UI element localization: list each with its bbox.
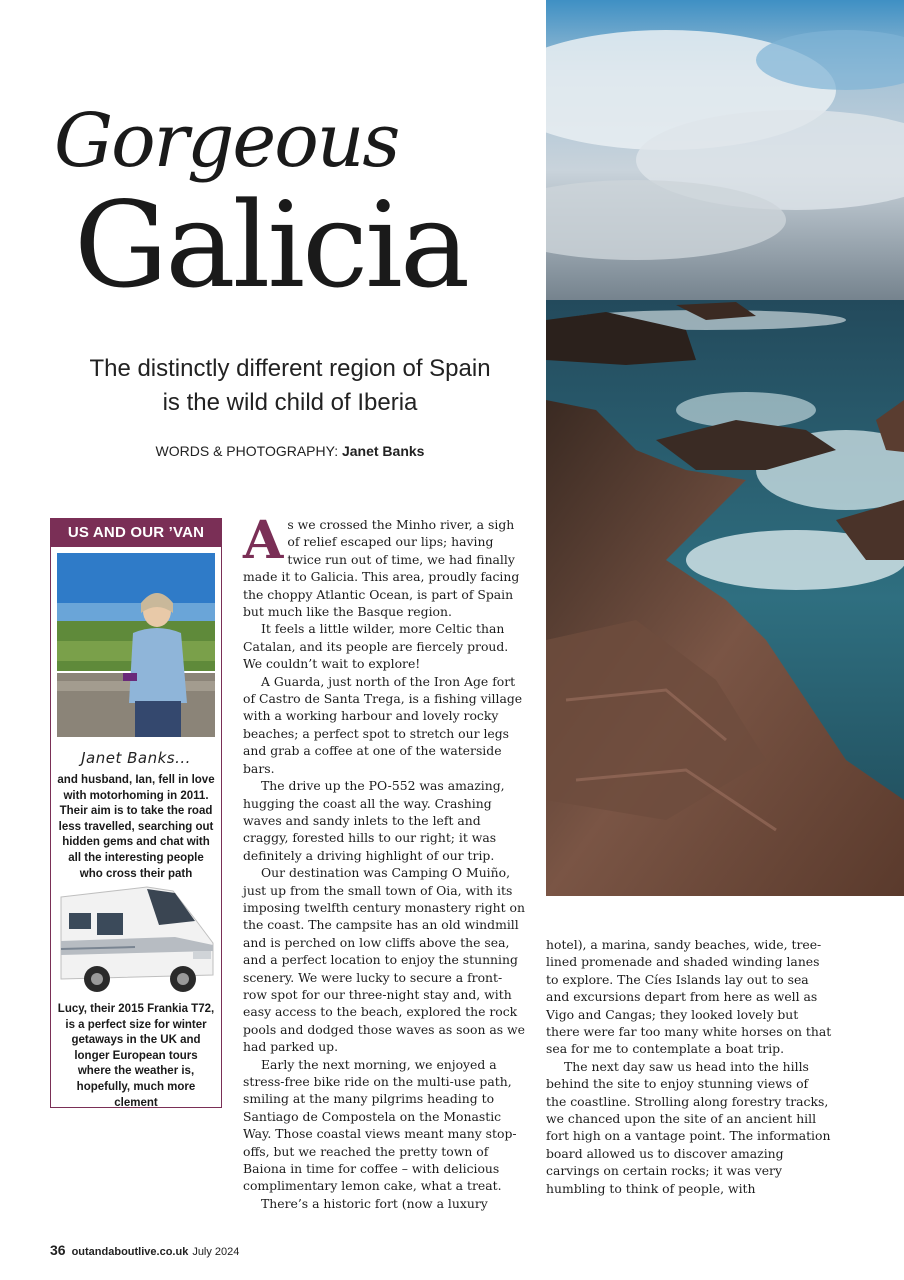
byline bbox=[40, 443, 540, 459]
article-paragraph: The next day saw us head into the hills behind the site to enjoy stunning views of the coastline. Strolling along forestry tracks, we chanced upon the site of an ancient hill fort high on a vantage point. The information board allowed us to discover amazing carvings on certain rocks; it was very humbling to think of people, with bbox=[546, 1058, 831, 1196]
page-footer bbox=[50, 1242, 239, 1258]
standfirst bbox=[40, 352, 540, 420]
coastline-photo bbox=[546, 0, 904, 896]
motorhome-caption: Lucy, their 2015 Frankia T72, is a perfect size for winter getaways in the UK and longer European tours where the weather is, hopefully, much more clement bbox=[57, 1003, 215, 1109]
footer-issue-date: July 2024 bbox=[192, 1246, 240, 1258]
article-paragraph: Our destination was Camping O Muiño, just up from the small town of Oia, with its imposing twelfth century monastery right on the coast. The campsite has an old windmill and is perched on low cliffs above the sea, and a perfect location to enjoy the stunning scenery. We were lucky to secure a front-row spot for our three-night stay and, with easy access to the beach, explored the rock pools and dodged those waves as soon as we had parked up. bbox=[243, 865, 525, 1055]
standfirst-line-2: is the wild child of Iberia bbox=[162, 389, 418, 416]
article-paragraph bbox=[243, 510, 525, 620]
sidebar-signature: Janet Banks... bbox=[81, 749, 191, 767]
motorhome-photo bbox=[55, 879, 217, 997]
article-paragraph: There’s a historic fort (now a luxury bbox=[261, 1195, 488, 1211]
article-paragraph: Early the next morning, we enjoyed a stress-free bike ride on the multi-use path, smiling at the many pilgrims heading to Santiago de Compostela on the Monastic Way. Those coastal views meant many stop-offs, but we reached the pretty town of Baiona in time for coffee – with delicious complimentary lemon cake, what a treat. bbox=[243, 1056, 517, 1194]
byline-author: Janet Banks bbox=[341, 443, 425, 459]
article-paragraph: A Guarda, just north of the Iron Age fort of Castro de Santa Trega, is a fishing village with a working harbour and lovely rocky beaches; a perfect spot to stretch our legs and grab a coffee at one of the waterside bars. bbox=[243, 673, 523, 776]
sidebar-box bbox=[50, 518, 222, 1108]
drop-cap: A bbox=[243, 510, 284, 571]
headline-line-1: Gorgeous bbox=[54, 98, 399, 184]
article-paragraph: The drive up the PO-552 was amazing, hugging the coast all the way. Crashing waves and sandy inlets to the left and craggy, forested hills to our right; it was definitely a driving highlight of our trip. bbox=[243, 778, 505, 863]
article-paragraph: It feels a little wilder, more Celtic than Catalan, and its people are fiercely proud. We couldn’t wait to explore! bbox=[243, 621, 509, 672]
headline-line-2: Galicia bbox=[74, 176, 468, 314]
sidebar-intro-text: and husband, Ian, fell in love with motorhoming in 2011. Their aim is to take the road less travelled, searching out hidden gems and chat with all the interesting people who cross their path bbox=[57, 774, 215, 880]
article-paragraph: hotel), a marina, sandy beaches, wide, tree-lined promenade and shaded winding lanes to explore. The Cíes Islands lay out to sea and excursions depart from here as well as Vigo and Cangas; they looked lovely but there were far too many white horses on that sea for me to contemplate a boat trip. bbox=[546, 937, 832, 1057]
page-number: 36 bbox=[50, 1242, 66, 1258]
sidebar-heading: US AND OUR ’VAN bbox=[51, 519, 221, 547]
byline-label: WORDS & PHOTOGRAPHY: bbox=[155, 443, 342, 459]
footer-website: outandaboutlive.co.uk bbox=[71, 1246, 189, 1258]
article-column-1 bbox=[243, 510, 525, 1212]
author-portrait-photo bbox=[57, 553, 215, 737]
paragraph-text: s we crossed the Minho river, a sigh of relief escaped our lips; having twice run out of time, we had finally made it to Galicia. This area, proudly facing the choppy Atlantic Ocean, is part of Spain but much like the Basque region. bbox=[243, 517, 520, 620]
standfirst-line-1: The distinctly different region of Spain bbox=[89, 355, 491, 382]
article-column-2 bbox=[546, 936, 832, 1197]
